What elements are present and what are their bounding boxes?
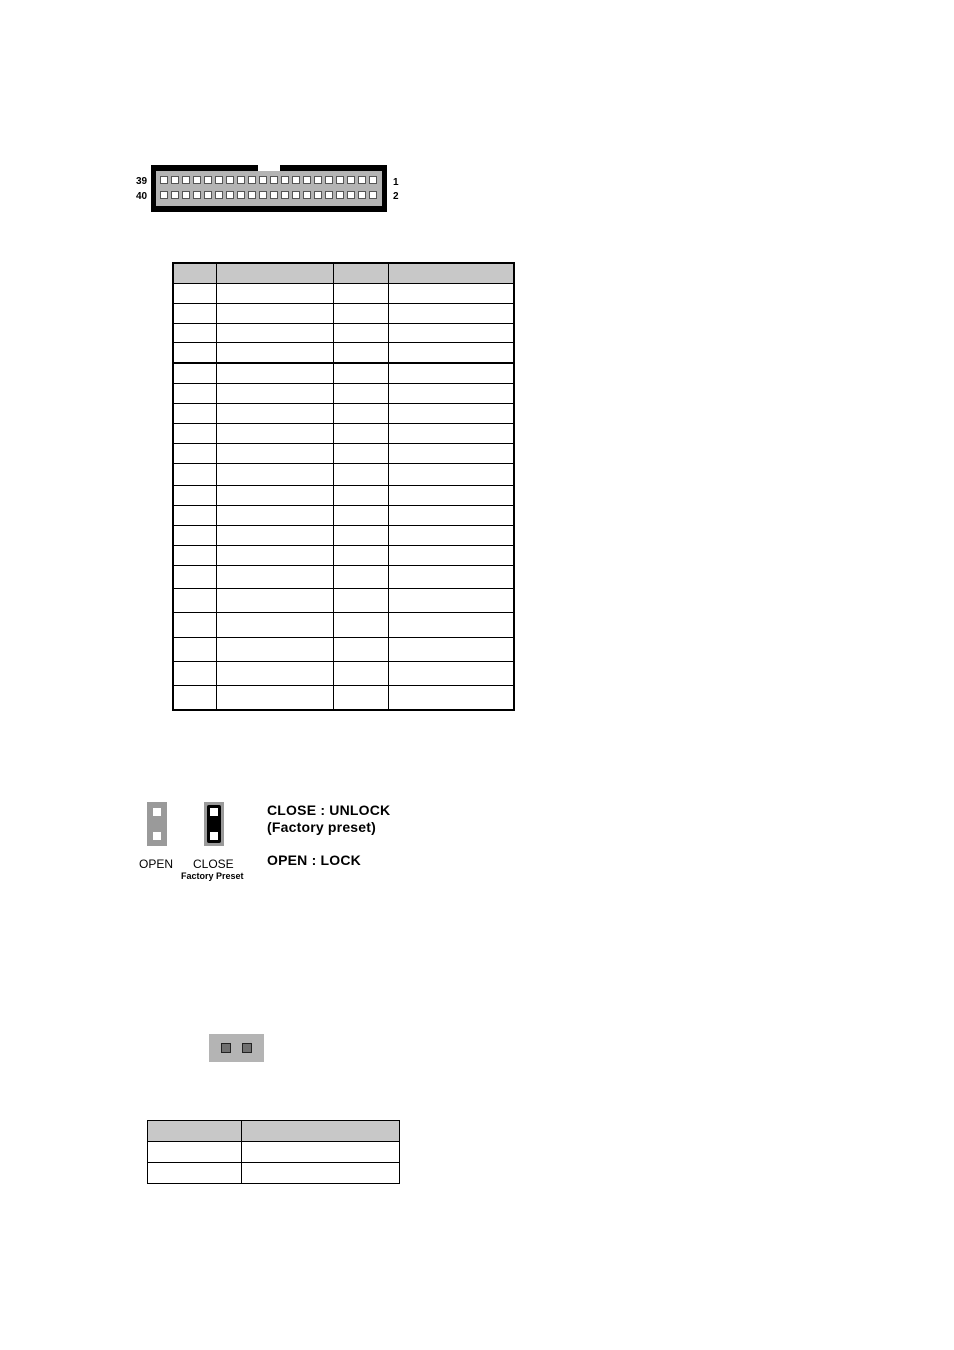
connector-pin bbox=[303, 176, 311, 184]
connector-pin bbox=[314, 191, 322, 199]
connector-pin bbox=[281, 191, 289, 199]
table-cell bbox=[217, 589, 334, 613]
connector-pin bbox=[336, 176, 344, 184]
open-lock-text: OPEN : LOCK bbox=[267, 852, 361, 868]
pin-row-odd bbox=[160, 176, 377, 184]
table-cell bbox=[334, 686, 389, 711]
connector-pin bbox=[369, 176, 377, 184]
table-cell bbox=[241, 1121, 399, 1142]
connector-pin bbox=[182, 191, 190, 199]
connector-pin bbox=[347, 191, 355, 199]
table-cell bbox=[389, 343, 515, 364]
connector-pin bbox=[347, 176, 355, 184]
table-cell bbox=[389, 444, 515, 464]
connector-pin bbox=[292, 191, 300, 199]
connector-pin bbox=[193, 176, 201, 184]
table-header-row bbox=[148, 1121, 400, 1142]
table-cell bbox=[173, 424, 217, 444]
table-row bbox=[173, 424, 514, 444]
table-row bbox=[173, 506, 514, 526]
table-cell bbox=[334, 613, 389, 638]
connector-pin bbox=[171, 176, 179, 184]
table-cell bbox=[217, 284, 334, 304]
header-pin bbox=[242, 1043, 252, 1053]
table-cell bbox=[334, 546, 389, 566]
table-cell bbox=[389, 324, 515, 343]
table-row bbox=[173, 526, 514, 546]
jumper-pin bbox=[153, 808, 161, 816]
table-cell bbox=[389, 363, 515, 384]
table-row bbox=[173, 343, 514, 364]
table-cell bbox=[334, 424, 389, 444]
table-cell bbox=[217, 506, 334, 526]
table-cell bbox=[389, 263, 515, 284]
connector-pin-field bbox=[156, 171, 382, 206]
table-cell bbox=[334, 566, 389, 589]
table-cell bbox=[173, 464, 217, 486]
table-cell bbox=[389, 686, 515, 711]
connector-pin bbox=[248, 191, 256, 199]
table-cell bbox=[217, 566, 334, 589]
table-cell bbox=[173, 613, 217, 638]
table-cell bbox=[389, 384, 515, 404]
table-cell bbox=[334, 324, 389, 343]
pin-label-39: 39 bbox=[136, 176, 148, 187]
table-cell bbox=[217, 686, 334, 711]
pin-label-2: 2 bbox=[393, 191, 399, 202]
table-cell bbox=[173, 638, 217, 662]
table-cell bbox=[173, 686, 217, 711]
factory-preset-text: (Factory preset) bbox=[267, 819, 377, 835]
table-cell bbox=[389, 506, 515, 526]
table-cell bbox=[217, 546, 334, 566]
table-cell bbox=[217, 486, 334, 506]
connector-pin bbox=[270, 191, 278, 199]
connector-pin bbox=[303, 191, 311, 199]
table-cell bbox=[389, 424, 515, 444]
table-cell bbox=[334, 384, 389, 404]
table-cell bbox=[334, 343, 389, 364]
connector-pin bbox=[204, 191, 212, 199]
table-cell bbox=[389, 613, 515, 638]
two-pin-header-diagram bbox=[209, 1034, 264, 1062]
table-cell bbox=[334, 464, 389, 486]
table-cell bbox=[334, 404, 389, 424]
table-row bbox=[173, 304, 514, 324]
table-row bbox=[173, 589, 514, 613]
pin-label-1: 1 bbox=[393, 177, 399, 188]
table-cell bbox=[217, 638, 334, 662]
table-cell bbox=[173, 284, 217, 304]
table-cell bbox=[217, 613, 334, 638]
table-cell bbox=[173, 263, 217, 284]
table-cell bbox=[173, 662, 217, 686]
table-cell bbox=[217, 444, 334, 464]
connector-pin bbox=[336, 191, 344, 199]
table-cell bbox=[173, 444, 217, 464]
connector-pin bbox=[171, 191, 179, 199]
table-cell bbox=[334, 526, 389, 546]
table-row bbox=[173, 324, 514, 343]
table-cell bbox=[217, 363, 334, 384]
table-cell bbox=[173, 526, 217, 546]
table-cell bbox=[389, 284, 515, 304]
table-row bbox=[173, 638, 514, 662]
connector-pin bbox=[182, 176, 190, 184]
table-cell bbox=[334, 589, 389, 613]
table-cell bbox=[389, 546, 515, 566]
connector-pin bbox=[226, 191, 234, 199]
table-row bbox=[148, 1163, 400, 1184]
table-cell bbox=[389, 526, 515, 546]
table-cell bbox=[173, 566, 217, 589]
table-cell bbox=[173, 506, 217, 526]
table-cell bbox=[173, 384, 217, 404]
table-cell bbox=[334, 284, 389, 304]
jumper-open-diagram bbox=[147, 802, 167, 846]
connector-pin bbox=[358, 191, 366, 199]
table-cell bbox=[217, 404, 334, 424]
jumper-cap bbox=[207, 805, 221, 843]
table-row bbox=[173, 404, 514, 424]
jumper-close-label: CLOSE bbox=[193, 857, 234, 871]
jumper-pin bbox=[210, 808, 218, 816]
connector-pin bbox=[215, 191, 223, 199]
table-row bbox=[148, 1142, 400, 1163]
connector-pin bbox=[204, 176, 212, 184]
connector-pin bbox=[237, 191, 245, 199]
connector-pin bbox=[369, 191, 377, 199]
table-cell bbox=[389, 589, 515, 613]
table-cell bbox=[241, 1163, 399, 1184]
table-cell bbox=[389, 662, 515, 686]
table-cell bbox=[173, 486, 217, 506]
connector-pin bbox=[358, 176, 366, 184]
table-cell bbox=[334, 638, 389, 662]
table-cell bbox=[173, 324, 217, 343]
table-cell bbox=[217, 324, 334, 343]
pin-label-40: 40 bbox=[136, 191, 148, 202]
table-cell bbox=[217, 343, 334, 364]
table-cell bbox=[334, 363, 389, 384]
table-cell bbox=[389, 464, 515, 486]
table-cell bbox=[389, 566, 515, 589]
table-row bbox=[173, 486, 514, 506]
table-cell bbox=[173, 589, 217, 613]
table-row bbox=[173, 464, 514, 486]
close-unlock-text: CLOSE : UNLOCK bbox=[267, 802, 391, 818]
connector-pin bbox=[314, 176, 322, 184]
table-cell bbox=[334, 263, 389, 284]
table-cell bbox=[334, 506, 389, 526]
table-cell bbox=[173, 546, 217, 566]
pin-row-even bbox=[160, 191, 377, 199]
jumper-pin bbox=[210, 832, 218, 840]
connector-pin bbox=[270, 176, 278, 184]
table-cell bbox=[148, 1163, 242, 1184]
table-cell bbox=[217, 424, 334, 444]
jumper-pin bbox=[153, 832, 161, 840]
table-cell bbox=[148, 1142, 242, 1163]
table-row bbox=[173, 613, 514, 638]
table-cell bbox=[217, 304, 334, 324]
table-row bbox=[173, 566, 514, 589]
connector-pin bbox=[160, 191, 168, 199]
setting-table bbox=[147, 1120, 400, 1184]
table-row bbox=[173, 384, 514, 404]
table-row bbox=[173, 662, 514, 686]
header-pin bbox=[221, 1043, 231, 1053]
connector-pin bbox=[237, 176, 245, 184]
table-cell bbox=[389, 404, 515, 424]
connector-pin bbox=[292, 176, 300, 184]
table-cell bbox=[334, 304, 389, 324]
jumper-close-diagram bbox=[204, 802, 224, 846]
table-row bbox=[173, 546, 514, 566]
connector-pin bbox=[325, 176, 333, 184]
table-cell bbox=[334, 486, 389, 506]
table-row bbox=[173, 686, 514, 711]
table-cell bbox=[389, 304, 515, 324]
connector-pin bbox=[248, 176, 256, 184]
table-cell bbox=[173, 343, 217, 364]
table-cell bbox=[217, 263, 334, 284]
ide-connector-diagram bbox=[151, 165, 387, 212]
table-cell bbox=[217, 662, 334, 686]
table-header-row bbox=[173, 263, 514, 284]
connector-pin bbox=[259, 191, 267, 199]
connector-pin bbox=[215, 176, 223, 184]
pin-assignment-table bbox=[172, 262, 515, 711]
table-row bbox=[173, 444, 514, 464]
table-cell bbox=[173, 304, 217, 324]
connector-pin bbox=[193, 191, 201, 199]
table-row bbox=[173, 284, 514, 304]
connector-pin bbox=[325, 191, 333, 199]
connector-pin bbox=[160, 176, 168, 184]
table-cell bbox=[217, 464, 334, 486]
jumper-factory-preset-label: Factory Preset bbox=[181, 871, 244, 881]
table-cell bbox=[241, 1142, 399, 1163]
jumper-open-label: OPEN bbox=[139, 857, 174, 871]
table-cell bbox=[148, 1121, 242, 1142]
connector-pin bbox=[281, 176, 289, 184]
table-cell bbox=[217, 526, 334, 546]
table-row bbox=[173, 363, 514, 384]
table-cell bbox=[217, 384, 334, 404]
table-cell bbox=[389, 638, 515, 662]
table-cell bbox=[334, 662, 389, 686]
connector-pin bbox=[226, 176, 234, 184]
table-cell bbox=[173, 404, 217, 424]
table-cell bbox=[334, 444, 389, 464]
table-cell bbox=[389, 486, 515, 506]
table-cell bbox=[173, 363, 217, 384]
connector-pin bbox=[259, 176, 267, 184]
